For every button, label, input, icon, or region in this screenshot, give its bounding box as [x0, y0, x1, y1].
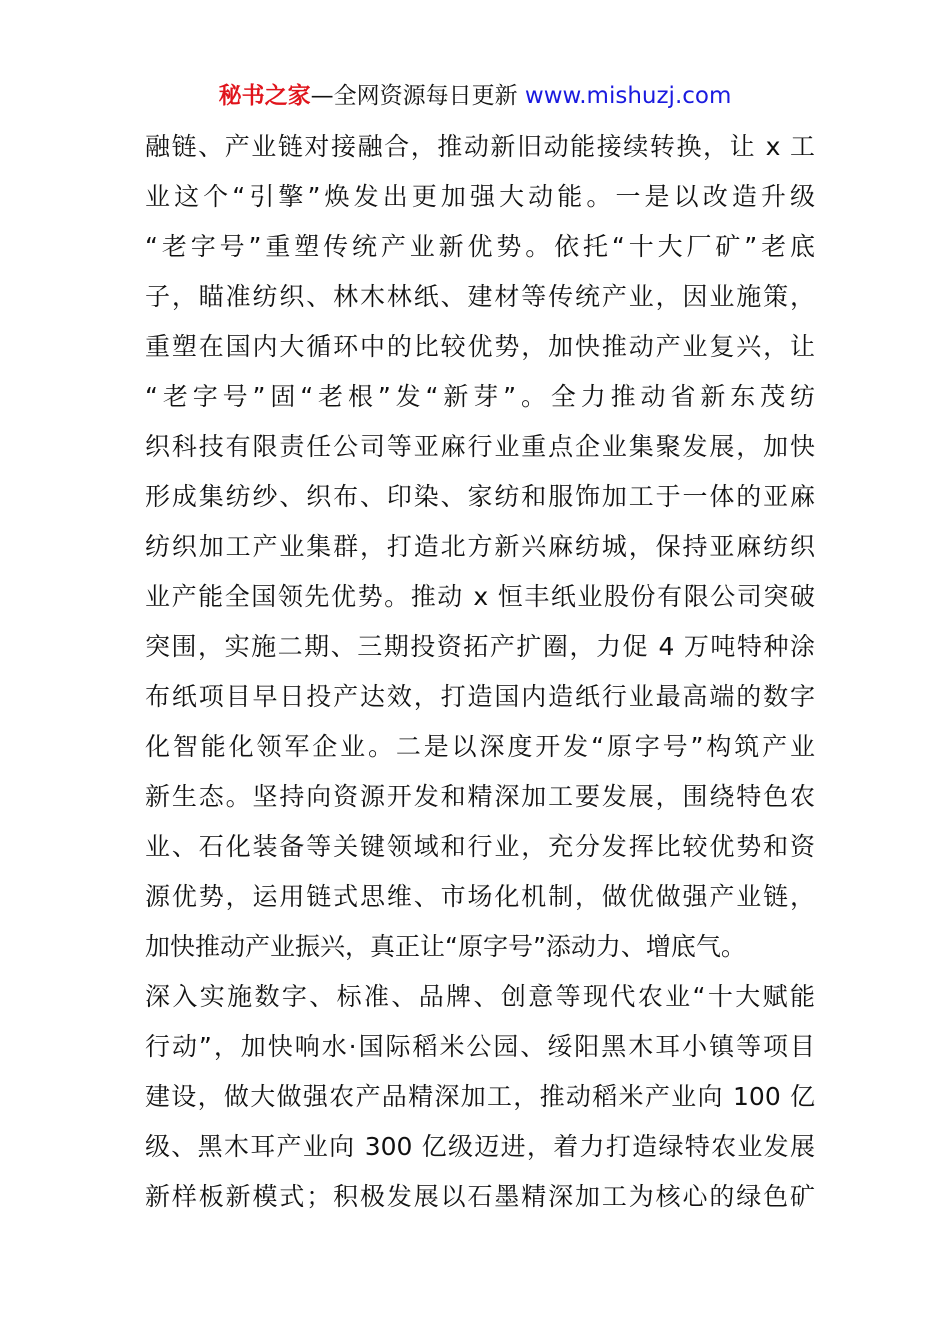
text-line: “老字号”固“老根”发“新芽”。全力推动省新东茂纺 — [145, 382, 815, 411]
text-line: 纺织加工产业集群，打造北方新兴麻纺城，保持亚麻纺织 — [145, 532, 815, 561]
text-line: 业、石化装备等关键领域和行业，充分发挥比较优势和资 — [145, 832, 815, 861]
text-line: 新生态。坚持向资源开发和精深加工要发展，围绕特色农 — [145, 782, 815, 811]
text-line: 形成集纺纱、织布、印染、家纺和服饰加工于一体的亚麻 — [145, 482, 815, 511]
text-line: 业产能全国领先优势。推动 x 恒丰纸业股份有限公司突破 — [145, 582, 815, 611]
text-line: 行动”，加快响水·国际稻米公园、绥阳黑木耳小镇等项目 — [145, 1032, 815, 1061]
text-line: 深入实施数字、标准、品牌、创意等现代农业“十大赋能 — [145, 982, 815, 1011]
site-url-link[interactable]: www.mishuzj.com — [524, 83, 732, 109]
text-line: 源优势，运用链式思维、市场化机制，做优做强产业链， — [145, 882, 815, 911]
site-header — [0, 80, 950, 112]
text-line: 加快推动产业振兴，真正让“原字号”添动力、增底气。 — [145, 932, 746, 961]
text-line: 新样板新模式；积极发展以石墨精深加工为核心的绿色矿 — [145, 1182, 815, 1211]
text-line: 建设，做大做强农产品精深加工，推动稻米产业向 100 亿 — [145, 1082, 815, 1111]
text-line: 业这个“引擎”焕发出更加强大动能。一是以改造升级 — [145, 182, 815, 211]
text-line: 布纸项目早日投产达效，打造国内造纸行业最高端的数字 — [145, 682, 815, 711]
text-line: 突围，实施二期、三期投资拓产扩圈，力促 4 万吨特种涂 — [145, 632, 815, 661]
text-line: 融链、产业链对接融合，推动新旧动能接续转换，让 x 工 — [145, 132, 815, 161]
brand-name: 秘书之家 — [218, 83, 311, 109]
header-tagline: —全网资源每日更新 — [310, 83, 518, 109]
text-line: 化智能化领军企业。二是以深度开发“原字号”构筑产业 — [145, 732, 815, 761]
document-body — [145, 122, 815, 1222]
text-line: 级、黑木耳产业向 300 亿级迈进，着力打造绿特农业发展 — [145, 1132, 815, 1161]
text-line: 重塑在国内大循环中的比较优势，加快推动产业复兴，让 — [145, 332, 815, 361]
text-line: 织科技有限责任公司等亚麻行业重点企业集聚发展，加快 — [145, 432, 815, 461]
text-line: 子，瞄准纺织、林木林纸、建材等传统产业，因业施策， — [145, 282, 815, 311]
text-line: “老字号”重塑传统产业新优势。依托“十大厂矿”老底 — [145, 232, 815, 261]
